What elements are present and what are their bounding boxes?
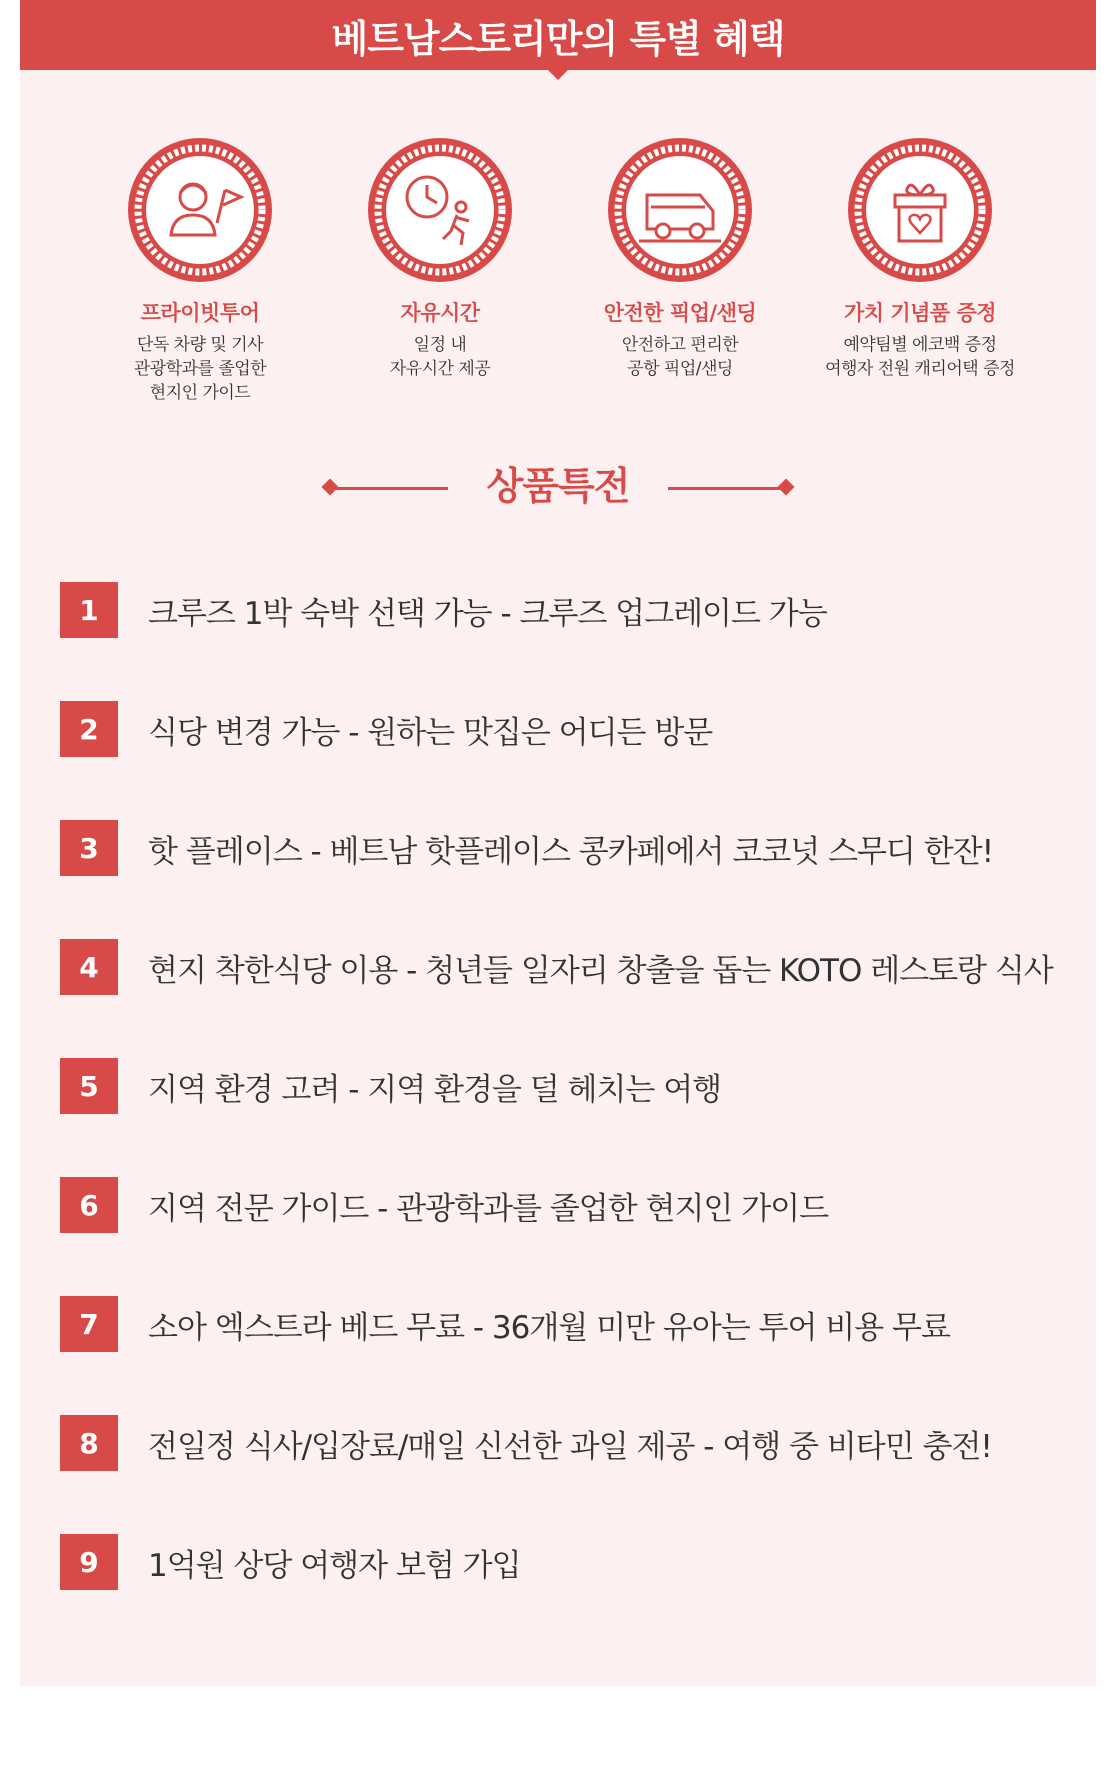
benefit-free-time bbox=[320, 135, 560, 381]
section-deco-line-right bbox=[668, 487, 786, 490]
feature-text: 전일정 식사/입장료/매일 신선한 과일 제공 - 여행 중 비타민 충전! bbox=[148, 1428, 992, 1465]
benefit-title: 프라이빗투어 bbox=[140, 301, 260, 325]
benefit-souvenir bbox=[800, 135, 1040, 381]
feature-number-badge: 9 bbox=[60, 1534, 118, 1590]
van-icon bbox=[605, 135, 755, 285]
feature-number-badge: 6 bbox=[60, 1177, 118, 1233]
feature-text: 크루즈 1박 숙박 선택 가능 - 크루즈 업그레이드 가능 bbox=[148, 595, 827, 632]
feature-number-badge: 2 bbox=[60, 701, 118, 757]
feature-text: 1억원 상당 여행자 보험 가입 bbox=[148, 1547, 521, 1584]
feature-item bbox=[60, 701, 712, 757]
feature-item bbox=[60, 820, 993, 876]
header-title: 베트남스토리만의 특별 혜택 bbox=[331, 16, 785, 61]
feature-text: 소아 엑스트라 베드 무료 - 36개월 미만 유아는 투어 비용 무료 bbox=[148, 1309, 950, 1346]
page-header bbox=[20, 0, 1096, 70]
benefit-desc: 단독 차량 및 기사 관광학과를 졸업한 현지인 가이드 bbox=[133, 335, 267, 403]
benefit-pickup bbox=[560, 135, 800, 381]
clock-running-icon bbox=[365, 135, 515, 285]
feature-item bbox=[60, 1177, 828, 1233]
feature-text: 지역 전문 가이드 - 관광학과를 졸업한 현지인 가이드 bbox=[148, 1190, 829, 1227]
benefit-title: 가치 기념품 증정 bbox=[843, 301, 997, 325]
section-title: 상품특전 bbox=[486, 464, 630, 508]
feature-text: 핫 플레이스 - 베트남 핫플레이스 콩카페에서 코코넛 스무디 한잔! bbox=[148, 833, 994, 870]
benefit-desc: 일정 내 자유시간 제공 bbox=[389, 335, 491, 379]
guide-with-flag-icon bbox=[125, 135, 275, 285]
feature-number-badge: 7 bbox=[60, 1296, 118, 1352]
feature-item bbox=[60, 1415, 992, 1471]
feature-item bbox=[60, 1058, 721, 1114]
feature-number-badge: 8 bbox=[60, 1415, 118, 1471]
benefit-title: 안전한 픽업/샌딩 bbox=[603, 301, 757, 325]
feature-item bbox=[60, 1534, 521, 1590]
feature-number-badge: 4 bbox=[60, 939, 118, 995]
benefit-title: 자유시간 bbox=[400, 301, 480, 325]
feature-item bbox=[60, 582, 827, 638]
feature-text: 지역 환경 고려 - 지역 환경을 덜 헤치는 여행 bbox=[148, 1071, 722, 1108]
benefit-private-tour bbox=[80, 135, 320, 405]
header-notch bbox=[548, 70, 568, 80]
feature-text: 식당 변경 가능 - 원하는 맛집은 어디든 방문 bbox=[148, 714, 713, 751]
feature-number-badge: 3 bbox=[60, 820, 118, 876]
feature-number-badge: 5 bbox=[60, 1058, 118, 1114]
benefit-desc: 예약팀별 에코백 증정 여행자 전원 캐리어택 증정 bbox=[825, 335, 1015, 379]
feature-item bbox=[60, 1296, 950, 1352]
feature-number-badge: 1 bbox=[60, 582, 118, 638]
gift-box-icon bbox=[845, 135, 995, 285]
feature-item bbox=[60, 939, 1053, 995]
benefit-desc: 안전하고 편리한 공항 픽업/샌딩 bbox=[621, 335, 739, 379]
feature-text: 현지 착한식당 이용 - 청년들 일자리 창출을 돕는 KOTO 레스토랑 식사 bbox=[148, 952, 1053, 989]
